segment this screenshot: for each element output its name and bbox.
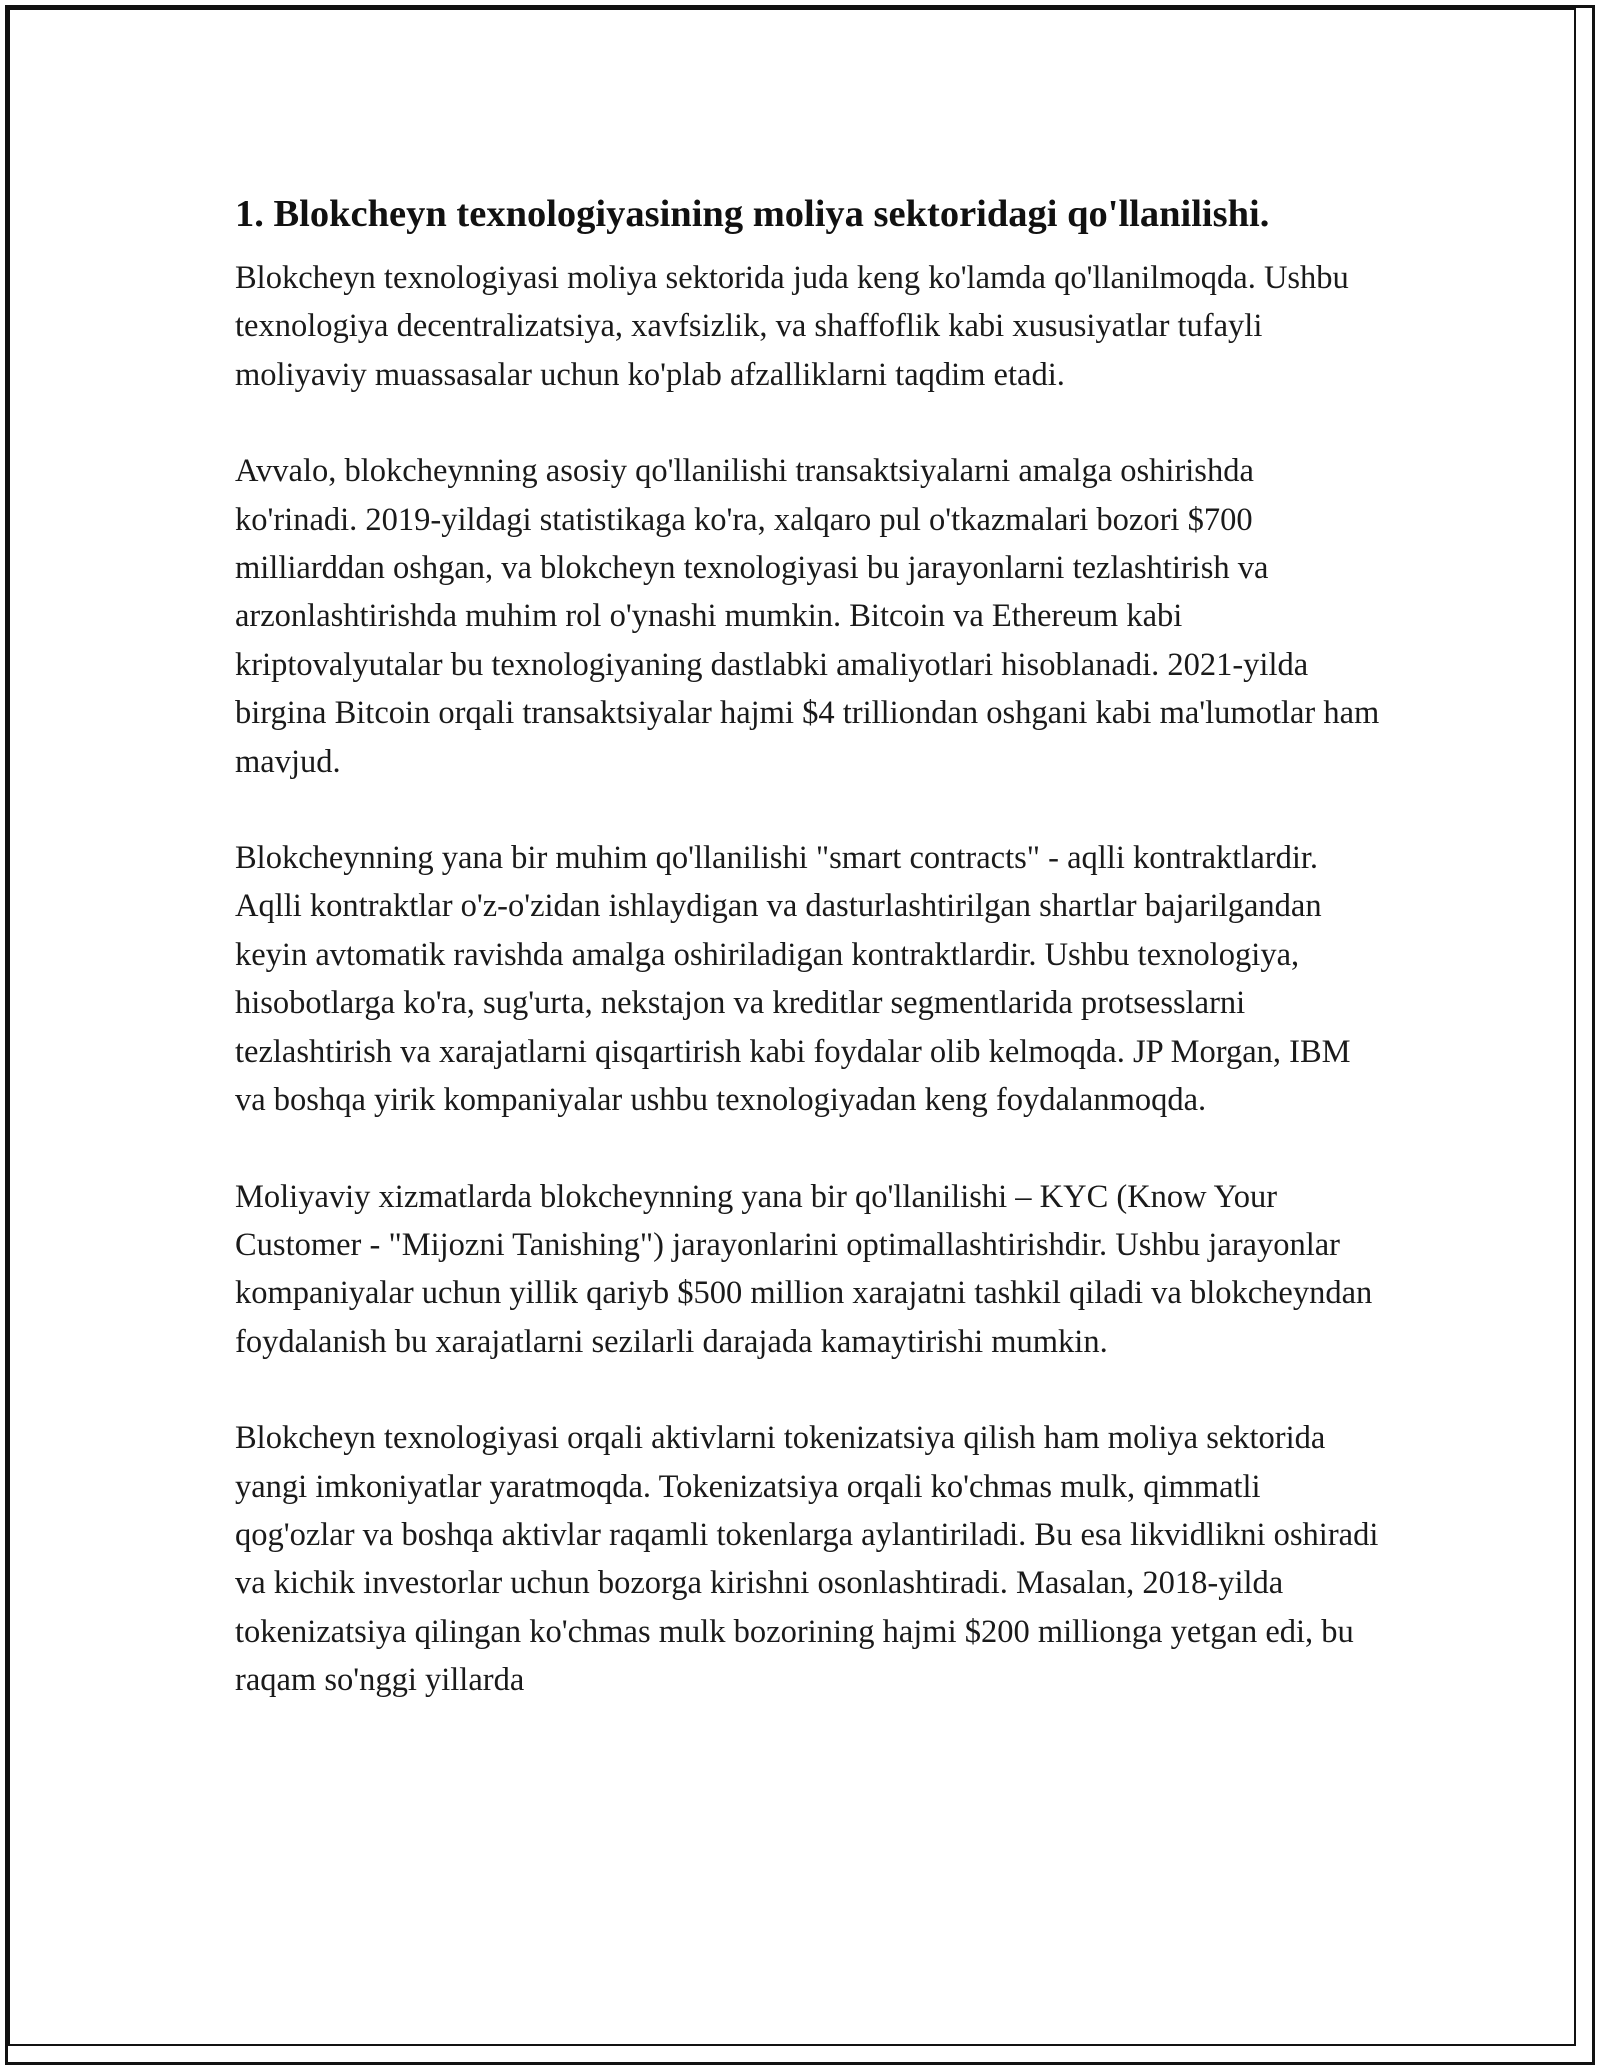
document-content (235, 182, 1380, 1705)
paragraph-smart-contracts: Blokcheynning yana bir muhim qo'llanilishi "smart contracts" - aqlli kontraktlardir. Aqlli kontraktlar o'z-o'zidan ishlaydigan va dasturlashtirilgan shartlar bajarilgandan keyin avtomatik ravishda amalga oshiriladigan kontraktlardir. Ushbu texnologiya, hisobotlarga ko'ra, sug'urta, nekstajon va kreditlar segmentlarida protsesslarni tezlashtirish va xarajatlarni qisqartirish kabi foydalar olib kelmoqda. JP Morgan, IBM va boshqa yirik kompaniyalar ushbu texnologiyadan keng foydalanmoqda. (235, 840, 1351, 1119)
paragraph-tokenization: Blokcheyn texnologiyasi orqali aktivlarni tokenizatsiya qilish ham moliya sektorida yangi imkoniyatlar yaratmoqda. Tokenizatsiya orqali ko'chmas mulk, qimmatli qog'ozlar va boshqa aktivlar raqamli tokenlarga aylantiriladi. Bu esa likvidlikni oshiradi va kichik investorlar uchun bozorga kirishni osonlashtiradi. Masalan, 2018-yilda tokenizatsiya qilingan ko'chmas mulk bozorining hajmi $200 millionga yetgan edi, bu raqam so'nggi yillarda (235, 1420, 1379, 1699)
body-text (235, 254, 1380, 1705)
section-heading: 1. Blokcheyn texnologiyasining moliya sektoridagi qo'llanilishi. (235, 193, 1270, 235)
paragraph-kyc: Moliyaviy xizmatlarda blokcheynning yana bir qo'llanilishi – KYC (Know Your Customer - "Mijozni Tanishing") jarayonlarini optimallashtirishdir. Ushbu jarayonlar kompaniyalar uchun yillik qariyb $500 million xarajatni tashkil qiladi va blokcheyndan foydalanish bu xarajatlarni sezilarli darajada kamaytirishi mumkin. (235, 1178, 1373, 1360)
paragraph-intro: Blokcheyn texnologiyasi moliya sektorida juda keng ko'lamda qo'llanilmoqda. Ushbu texnologiya decentralizatsiya, xavfsizlik, va shaffoflik kabi xususiyatlar tufayli moliyaviy muassasalar uchun ko'plab afzalliklarni taqdim etadi. (235, 260, 1349, 393)
paragraph-transactions: Avvalo, blokcheynning asosiy qo'llanilishi transaktsiyalarni amalga oshirishda ko'rinadi. 2019-yildagi statistikaga ko'ra, xalqaro pul o'tkazmalari bozori $700 milliarddan oshgan, va blokcheyn texnologiyasi bu jarayonlarni tezlashtirish va arzonlashtirishda muhim rol o'ynashi mumkin. Bitcoin va Ethereum kabi kriptovalyutalar bu texnologiyaning dastlabki amaliyotlari hisoblanadi. 2021-yilda birgina Bitcoin orqali transaktsiyalar hajmi $4 trilliondan oshgani kabi ma'lumotlar ham mavjud. (235, 453, 1380, 780)
